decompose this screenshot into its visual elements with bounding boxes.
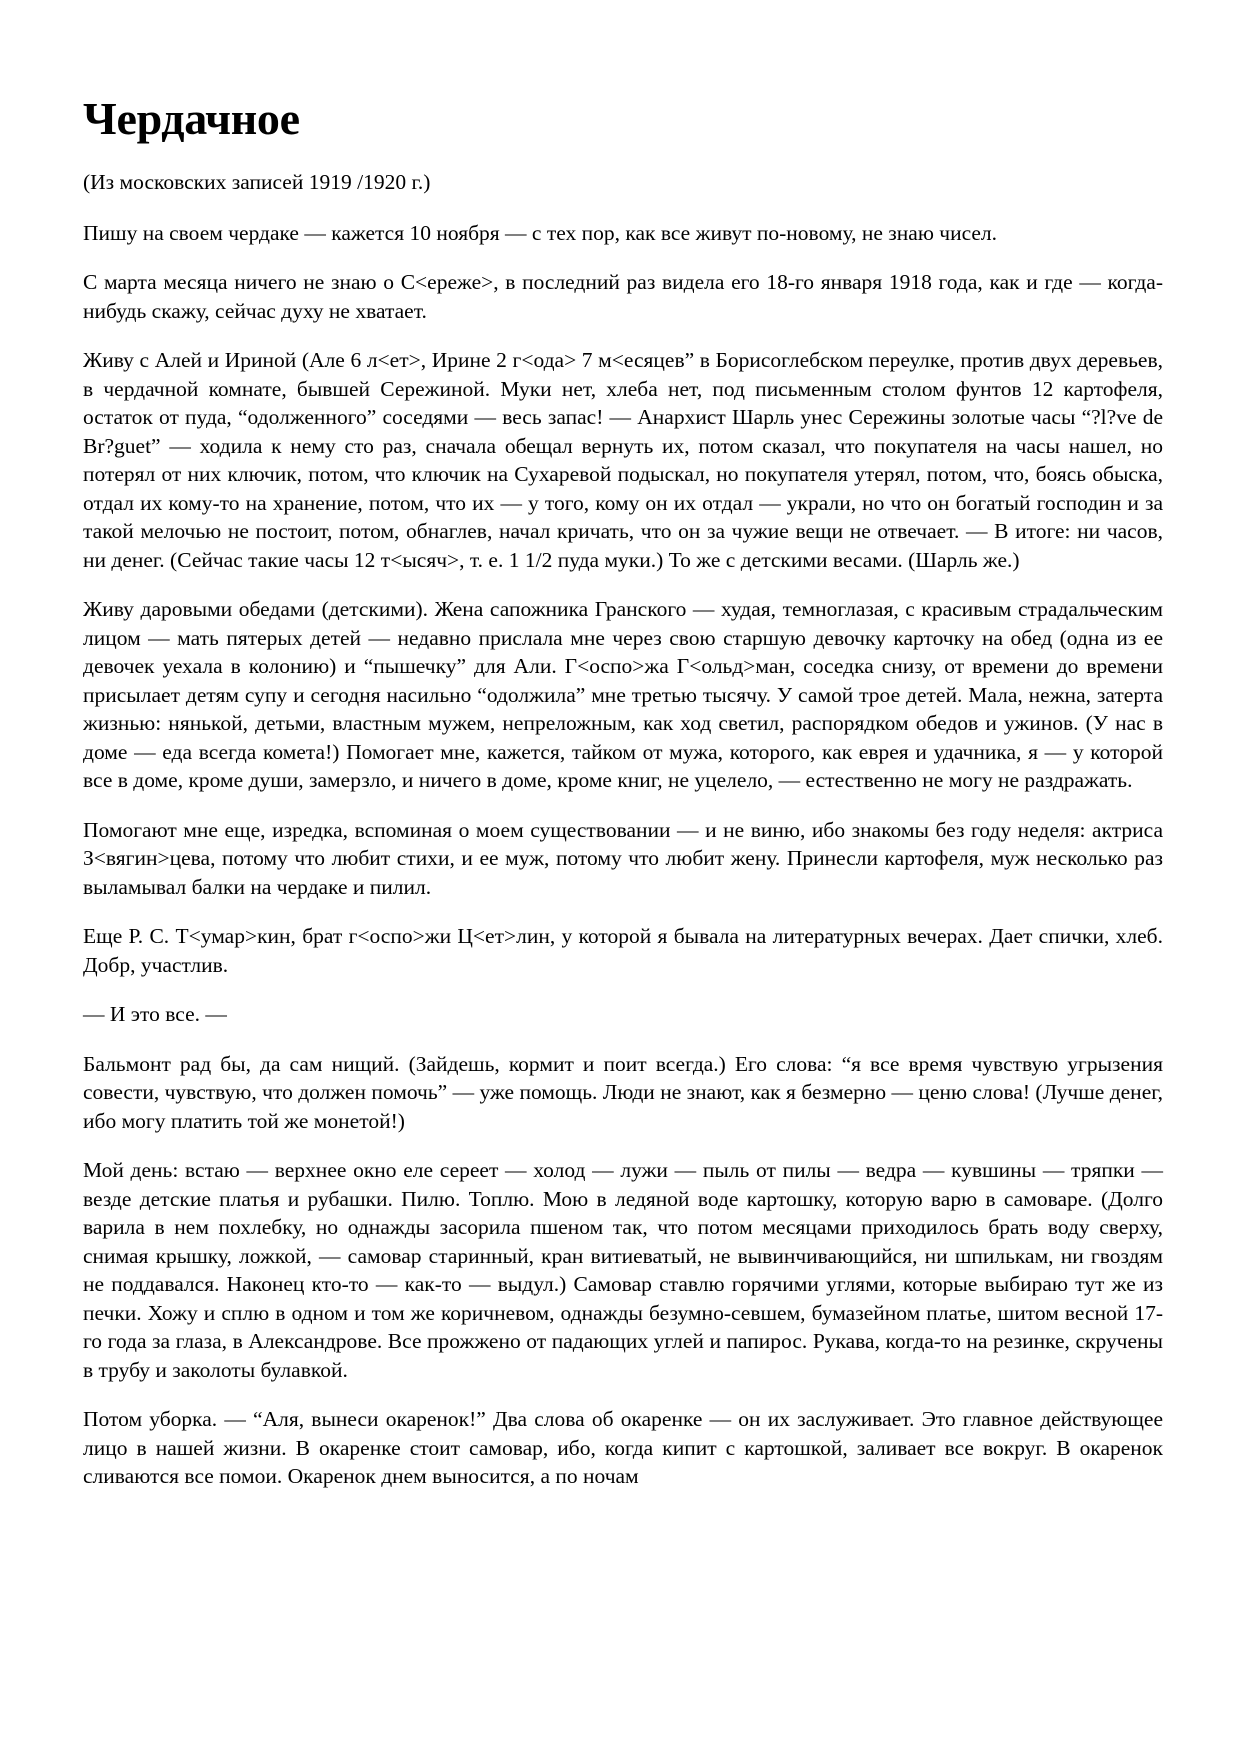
body-paragraph: Потом уборка. — “Аля, вынеси окаренок!” Два слова об окаренке — он их заслуживает. Это главное действующее лицо в нашей жизни. В окаренке стоит самовар, ибо, когда кипит с картошкой, заливает все вокруг. В окаренок сливаются все помои. Окаренок днем выносится, а по ночам bbox=[83, 1407, 1163, 1488]
body-paragraph: Живу с Алей и Ириной (Але 6 л<ет>, Ирине 2 г<ода> 7 м<есяцев” в Борисоглебском переулке, против двух деревьев, в чердачной комнате, бывшей Сережиной. Муки нет, хлеба нет, под письменным столом фунтов 12 картофеля, остаток от пуда, “одолженного” соседями — весь запас! — Анархист Шарль унес Сережины золотые часы “?l?ve de Br?guet” — ходила к нему сто раз, сначала обещал вернуть их, потом сказал, что покупателя на часы нашел, но потерял от них ключик, потом, что ключик на Сухаревой подыскал, но покупателя утерял, потом, что, боясь обыска, отдал их кому-то на хранение, потом, что их — у того, кому он их отдал — украли, но что он богатый господин и за такой мелочью не постоит, потом, обнаглев, начал кричать, что он за чужие вещи не отвечает. — В итоге: ни часов, ни денег. (Сейчас такие часы 12 т<ысяч>, т. е. 1 1/2 пуда муки.) То же с детскими весами. (Шарль же.) bbox=[83, 348, 1163, 572]
document-page bbox=[83, 92, 1163, 1512]
document-title: Чердачное bbox=[83, 93, 300, 144]
body-paragraph: Мой день: встаю — верхнее окно еле сереет — холод — лужи — пыль от пилы — ведра — кувшины — тряпки — везде детские платья и рубашки. Пилю. Топлю. Мою в ледяной воде картошку, которую варю в самоваре. (Долго варила в нем похлебку, но однажды засорила пшеном так, что потом месяцами приходилось брать воду сверху, снимая крышку, ложкой, — самовар старинный, кран витиеватый, не вывинчивающийся, ни шпилькам, ни гвоздям не поддавался. Наконец кто-то — как-то — выдул.) Самовар ставлю горячими углями, которые выбираю тут же из печки. Хожу и сплю в одном и том же коричневом, однажды безумно-севшем, бумазейном платье, шитом весной 17-го года за глаза, в Александрове. Все прожжено от падающих углей и папирос. Рукава, когда-то на резинке, скручены в трубу и заколоты булавкой. bbox=[83, 1158, 1163, 1382]
subtitle-paragraph: (Из московских записей 1919 /1920 г.) bbox=[83, 170, 431, 194]
body-paragraph: Еще Р. С. Т<умар>кин, брат г<оспо>жи Ц<ет>лин, у которой я бывала на литературных вечерах. Дает спички, хлеб. Добр, участлив. bbox=[83, 924, 1163, 977]
body-paragraph: Пишу на своем чердаке — кажется 10 ноября — с тех пор, как все живут по-новому, не знаю чисел. bbox=[83, 220, 998, 245]
body-paragraph: Живу даровыми обедами (детскими). Жена сапожника Гранского — худая, темноглазая, с красивым страдальческим лицом — мать пятерых детей — недавно прислала мне через свою старшую девочку карточку на обед (одна из ее девочек уехала в колонию) и “пышечку” для Али. Г<оспо>жа Г<ольд>ман, соседка снизу, от времени до времени присылает детям супу и сегодня насильно “одолжила” мне третью тысячу. У самой трое детей. Мала, нежна, затерта жизнью: нянькой, детьми, властным мужем, непреложным, как ход светил, распорядком обедов и ужинов. (У нас в доме — еда всегда комета!) Помогает мне, кажется, тайком от мужа, которого, как еврея и удачника, я — у которой все в доме, кроме души, замерзло, и ничего в доме, кроме книг, не уцелело, — естественно не могу не раздражать. bbox=[83, 597, 1163, 792]
body-paragraph: — И это все. — bbox=[83, 1002, 227, 1026]
body-paragraph: Бальмонт рад бы, да сам нищий. (Зайдешь, кормит и поит всегда.) Его слова: “я все время чувствую угрызения совести, чувствую, что должен помочь” — уже помощь. Люди не знают, как я безмерно — ценю слова! (Лучше денег, ибо могу платить той же монетой!) bbox=[83, 1051, 1163, 1133]
body-paragraph: С марта месяца ничего не знаю о С<ереже>, в последний раз видела его 18-го января 1918 года, как и где — когда-нибудь скажу, сейчас духу не хватает. bbox=[83, 270, 1163, 323]
body-paragraph: Помогают мне еще, изредка, вспоминая о моем существовании — и не виню, ибо знакомы без году неделя: актриса З<вягин>цева, потому что любит стихи, и ее муж, потому что любит жену. Принесли картофеля, муж несколько раз выламывал балки на чердаке и пилил. bbox=[83, 817, 1163, 899]
